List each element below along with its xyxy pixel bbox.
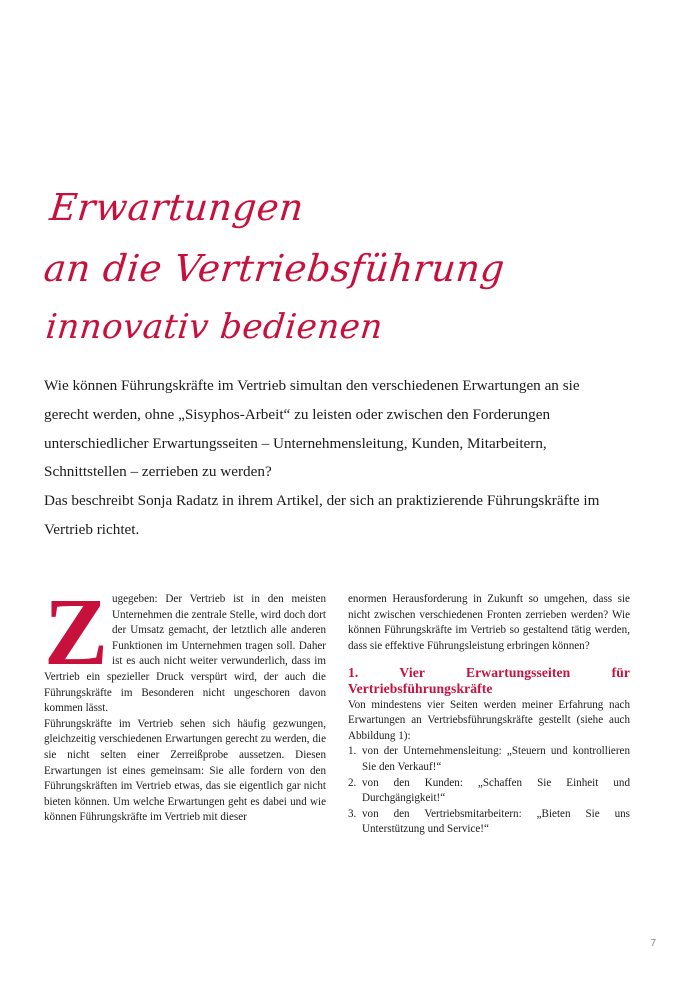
article-title-line-3: innovativ bedienen (43, 307, 385, 347)
body-columns (44, 578, 656, 902)
body-column-right (348, 592, 630, 838)
right-paragraph-2: Von mindestens vier Seiten werden meiner Erfahrung nach Erwartungen an Vertriebsführungskräfte gestellt (siehe auch Abbildung 1): (348, 698, 630, 742)
article-title (41, 186, 644, 348)
list-item (348, 776, 630, 807)
list-item-label: von der Unternehmensleitung: „Steuern und kontrollieren Sie den Verkauf!“ (362, 745, 630, 773)
lead-paragraph-2: Das beschreibt Sonja Radatz in ihrem Artikel, der sich an praktizierende Führungskräfte im Vertrieb richtet. (44, 492, 600, 538)
left-paragraph-1 (44, 578, 326, 717)
right-paragraph-1: enormen Herausforderung in Zukunft so umgehen, dass sie nicht zwischen verschiedenen Fronten zerrieben werden? Wie können Führungskräfte im Vertrieb so gestaltend tätig werden, dass sie effektive Führungsleistung erbringen können? (348, 593, 630, 652)
page-number: 7 (650, 938, 656, 949)
list-item-label: von den Vertriebsmitarbeitern: „Bieten Sie uns Unterstützung und Service!“ (362, 807, 630, 836)
list-item-number: 3. (348, 807, 357, 820)
list-item-number: 1. (348, 745, 357, 758)
drop-cap-letter: Z (44, 578, 109, 685)
left-paragraph-1-text: ugegeben: Der Vertrieb ist in den meisten Unternehmen die zentrale Stelle, wird doch dort der Umsatz gemacht, der letztlich alle anderen Funktionen im Unternehmen tragen soll. Daher ist es auch nicht weiter verwunderlich, dass im Vertrieb ein spezieller Druck verspürt wird, der auch die Führungskräfte im Besonderen nicht ungeschoren davon kommen lässt. (44, 593, 326, 715)
expectation-sides-list (348, 744, 630, 838)
list-item-number: 2. (348, 776, 357, 789)
lead-paragraph-1: Wie können Führungskräfte im Vertrieb simultan den verschiedenen Erwartungen an sie gerecht werden, ohne „Sisyphos-Arbeit“ zu leisten oder zwischen den Forderungen unterschiedlicher Erwartungsseiten – Unternehmensleitung, Kunden, Mitarbeitern, Schnittstellen – zerrieben zu werden? (44, 377, 580, 481)
article-lead (44, 372, 622, 545)
list-item (348, 807, 630, 838)
article-title-line-2: an die Vertriebsführung (41, 247, 507, 290)
article-title-line-1: Erwartungen (47, 186, 306, 229)
left-paragraph-2: Führungskräfte im Vertrieb sehen sich häufig gezwungen, gleichzeitig verschiedenen Erwartungen gerecht zu werden, die sie nicht selten einer Zerreißprobe aussetzen. Diesen Erwartungen ist eines gemeinsam: Sie alle fordern von den Führungskräften im Vertrieb etwas, das sie eigentlich gar nicht bieten können. Um welche Erwartungen geht es dabei und wie können Führungskräfte im Vertrieb mit dieser (44, 717, 326, 824)
list-item-label: von den Kunden: „Schaffen Sie Einheit und Durchgängigkeit!“ (362, 776, 630, 805)
list-item (348, 744, 630, 775)
section-heading-1: 1. Vier Erwartungsseiten für Vertriebsführungskräfte (348, 665, 630, 696)
body-column-left (44, 578, 326, 826)
